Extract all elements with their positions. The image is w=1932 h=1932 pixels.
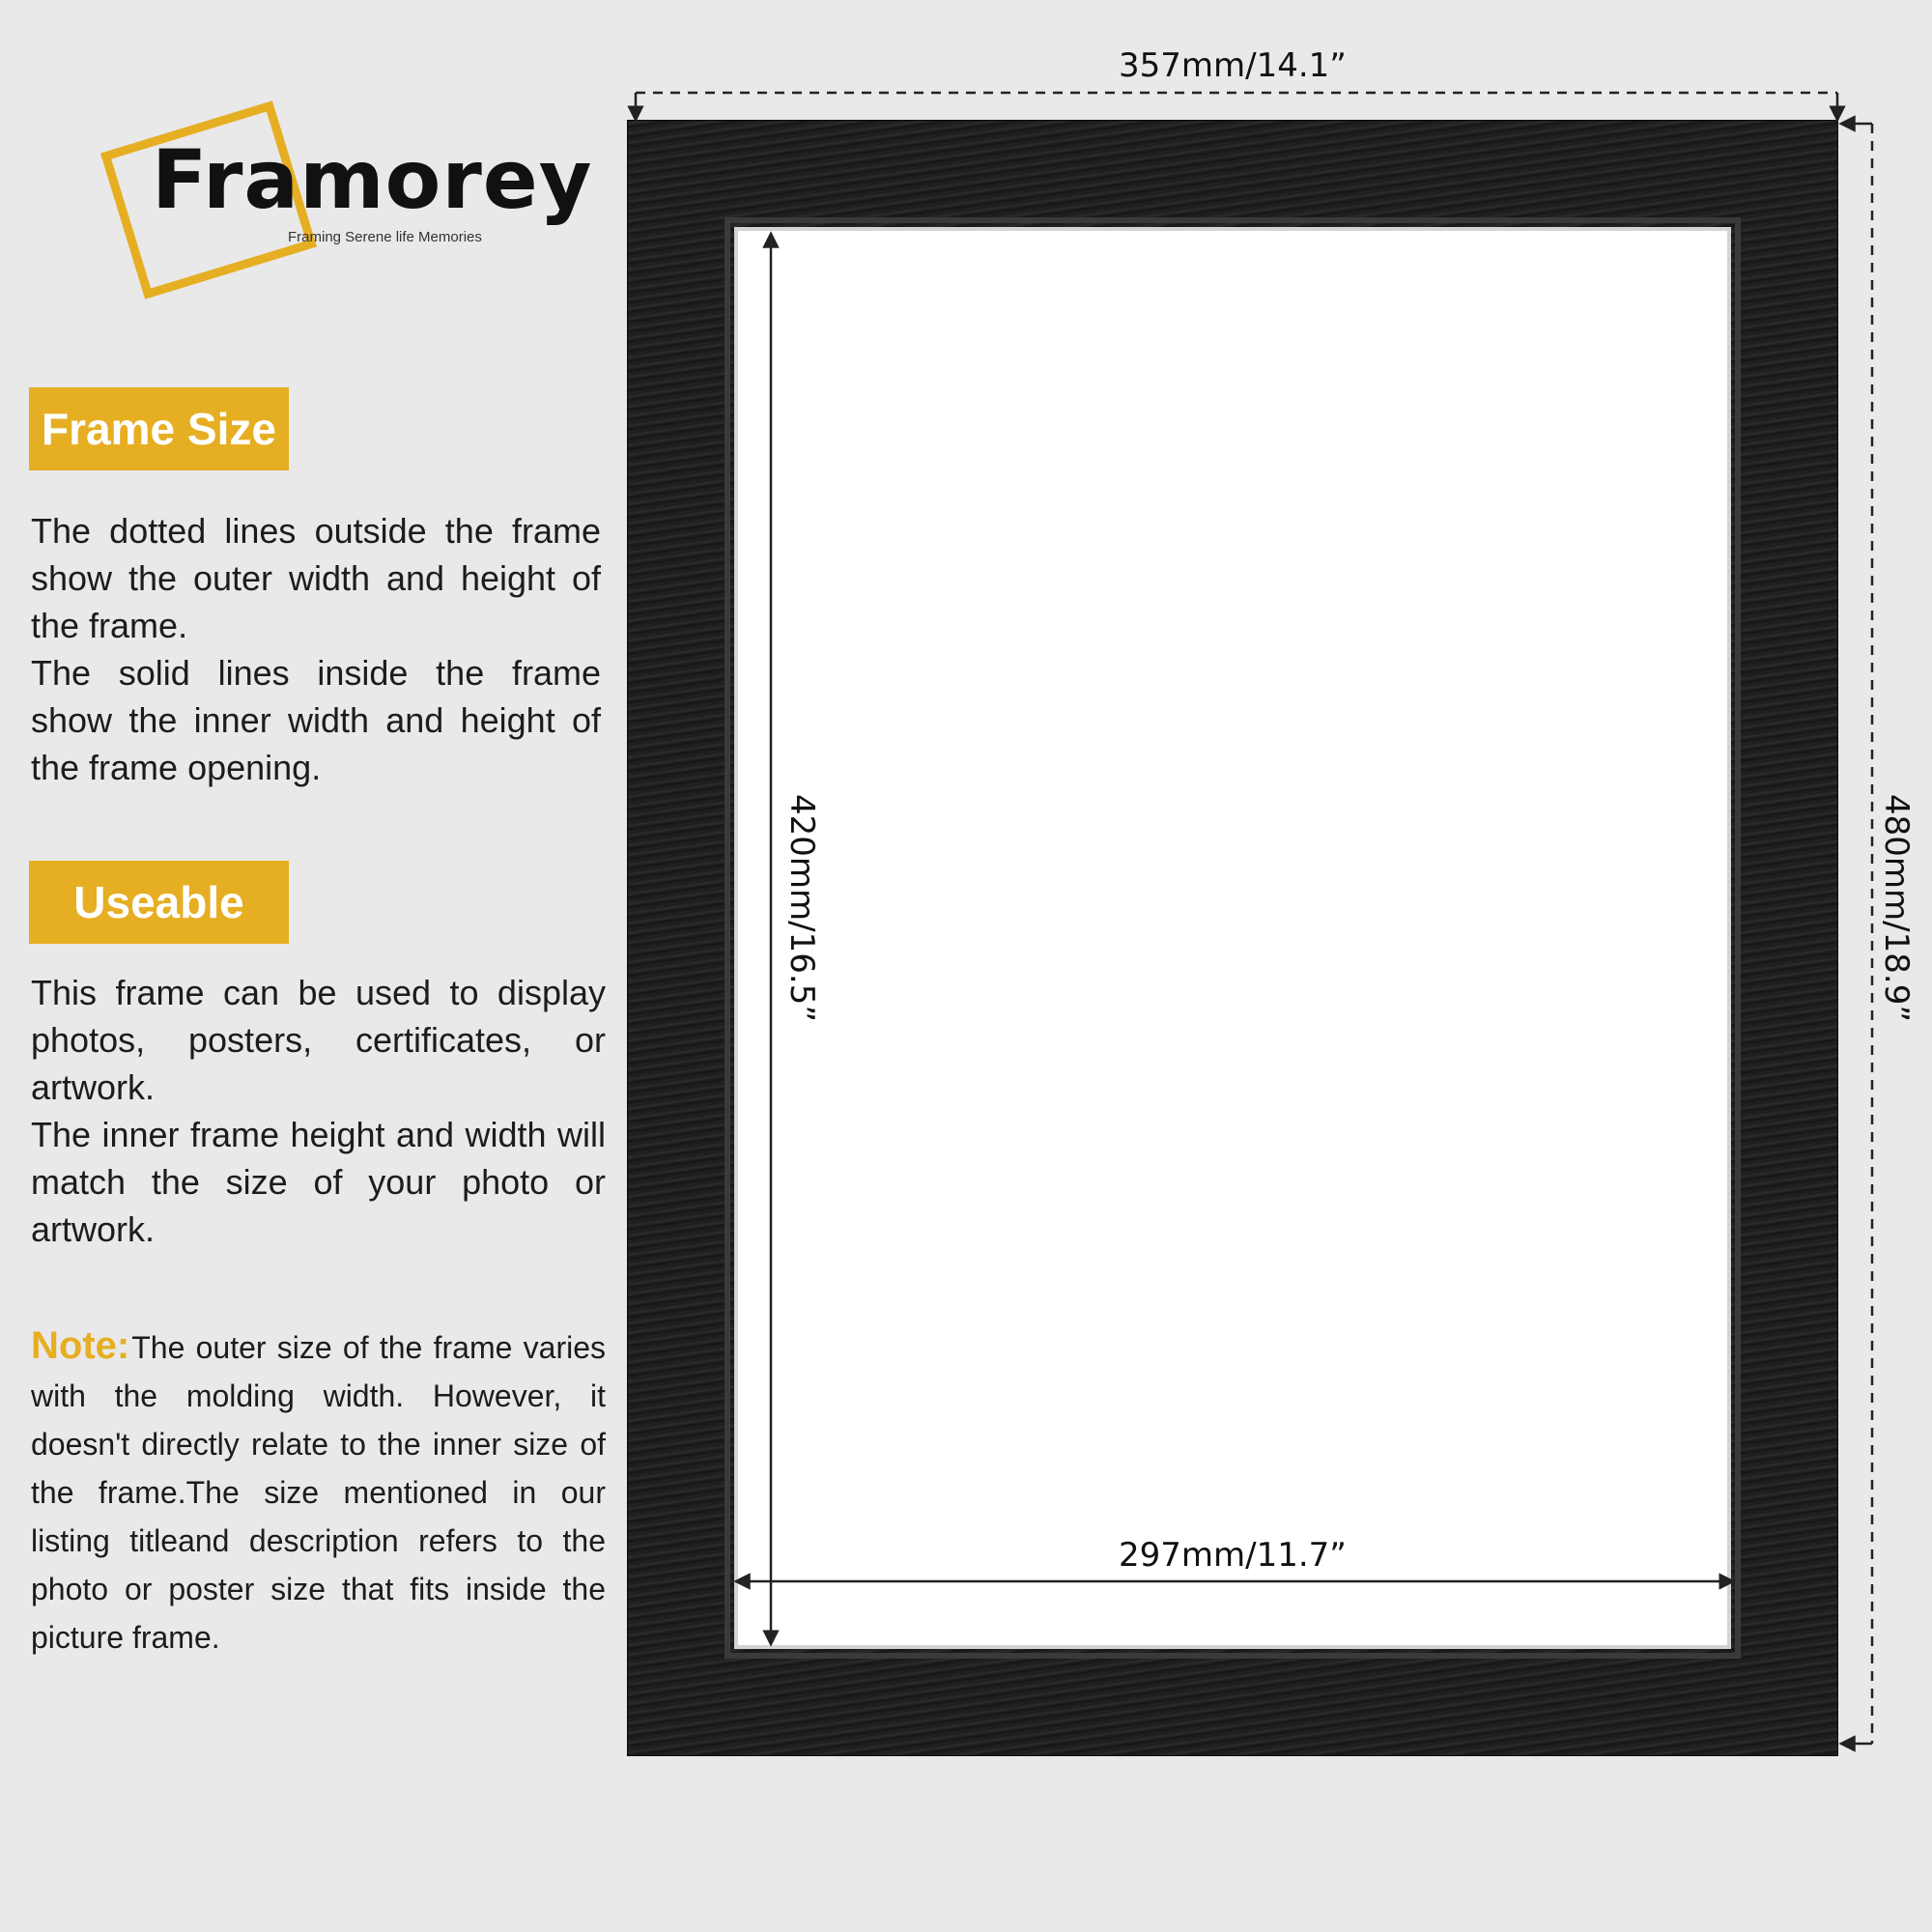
inner-height-label: 420mm/16.5”	[781, 794, 821, 1022]
outer-width-label: 357mm/14.1”	[1119, 46, 1347, 85]
frame-size-paragraph: The dotted lines outside the frame show the outer width and height of the frame.	[31, 511, 601, 645]
note-label: Note:	[31, 1324, 130, 1367]
logo-tagline: Framing Serene life Memories	[288, 229, 482, 245]
useable-paragraph: The inner frame height and width will match the size of your photo or artwork.	[31, 1115, 606, 1249]
logo-wordmark: Framorey	[152, 132, 593, 227]
frame-size-heading: Frame Size	[29, 387, 289, 470]
note-text: The outer size of the frame varies with the molding width. However, it doesn't directly relate to the inner size of the frame.The size mentioned in our listing titleand description refers to the photo or poster size that fits inside the picture frame.	[31, 1330, 606, 1655]
outer-height-label: 480mm/18.9”	[1876, 794, 1916, 1022]
useable-heading: Useable	[29, 861, 289, 944]
frame-size-paragraph: The solid lines inside the frame show the inner width and height of the frame opening.	[31, 653, 601, 787]
inner-width-label: 297mm/11.7”	[1119, 1536, 1347, 1575]
useable-paragraph: This frame can be used to display photos, posters, certificates, or artwork.	[31, 973, 606, 1107]
